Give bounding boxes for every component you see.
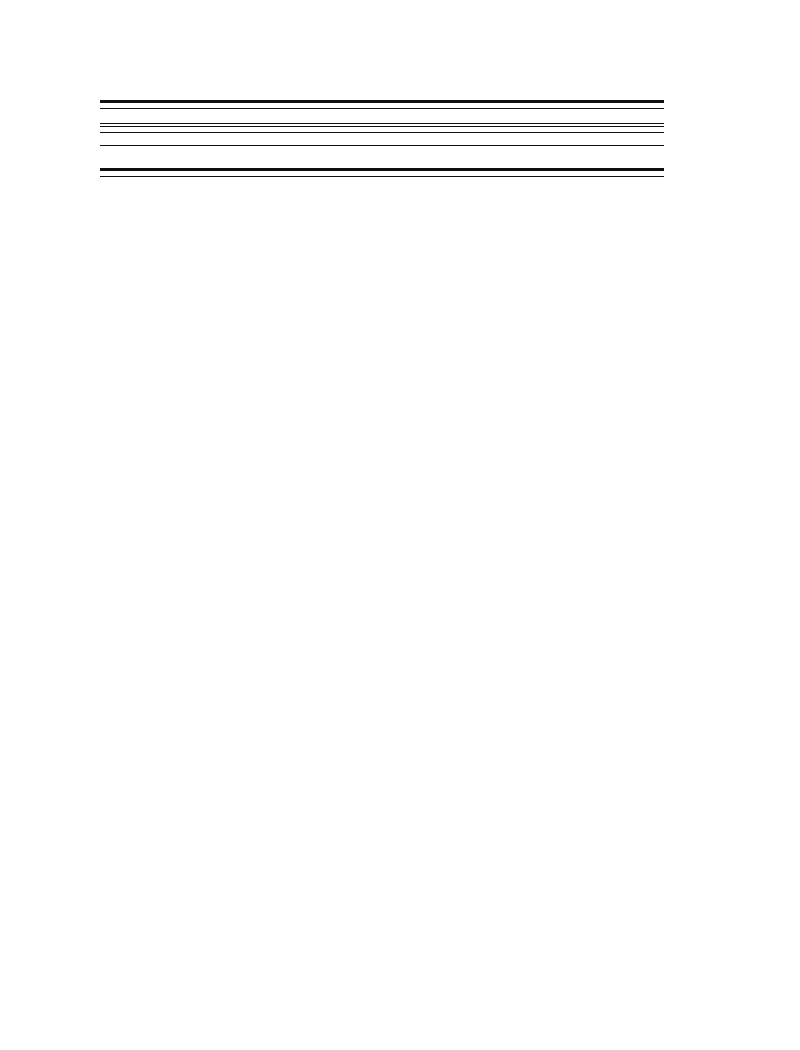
functional-parts-body bbox=[100, 177, 664, 180]
insulation-table-body bbox=[100, 133, 664, 139]
insulation-bottom-rule bbox=[100, 145, 664, 146]
parts-page bbox=[100, 100, 664, 180]
top-table-body bbox=[100, 109, 664, 115]
